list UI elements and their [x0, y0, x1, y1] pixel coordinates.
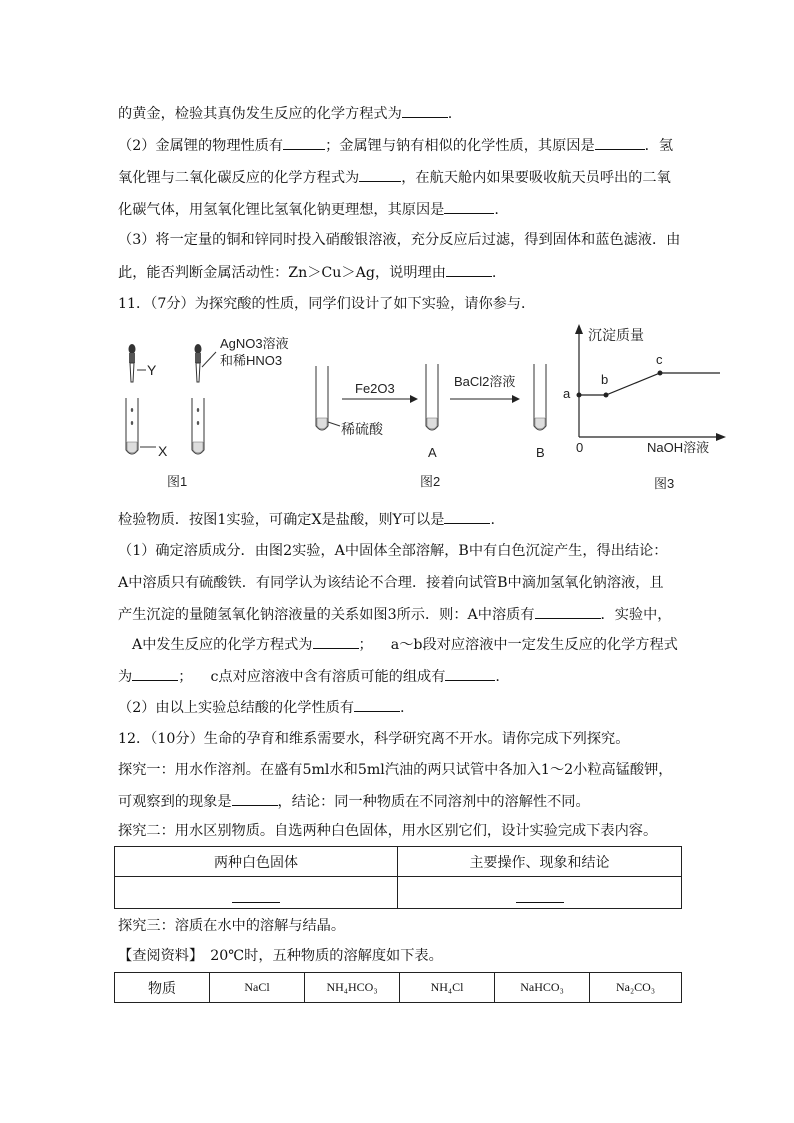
text-line-11: 产生沉淀的量随氢氧化钠溶液量的关系如图3所示．则：A中溶质有 ．实验中， — [118, 604, 671, 625]
test-tube-acid-icon — [316, 366, 328, 430]
answer-blank[interactable] — [132, 666, 178, 681]
text-line-6: 此，能否判断金属活动性：Zn＞Cu＞Ag，说明理由 . — [118, 262, 496, 283]
arrow2-label: BaCl2溶液 — [454, 374, 516, 389]
text-line-18: 探究二：用水区别物质。自选两种白色固体，用水区别它们，设计实验完成下表内容。 — [118, 823, 658, 839]
distinguish-solids-table — [114, 846, 682, 909]
text-line-9: （1）确定溶质成分．由图2实验，A中固体全部溶解，B中有白色沉淀产生，得出结论： — [118, 543, 668, 559]
label-y: Y — [147, 362, 157, 378]
label-x: X — [158, 443, 168, 459]
answer-blank[interactable] — [359, 167, 401, 182]
table-header: 物质 — [115, 973, 210, 1003]
point-b-label: b — [601, 372, 609, 387]
answer-blank[interactable] — [402, 103, 448, 118]
answer-blank[interactable] — [444, 199, 494, 214]
text-line-1: 的黄金，检验其真伪发生反应的化学方程式为 . — [118, 103, 452, 124]
text-line-20: 【查阅资料】 20℃时，五种物质的溶解度如下表。 — [118, 948, 443, 964]
text-line-10: A中溶质只有硫酸铁．有同学认为该结论不合理．接着向试管B中滴加氢氧化钠溶液，且 — [118, 575, 664, 591]
text-line-4: 化碳气体，用氢氧化锂比氢氧化钠更理想，其原因是 . — [118, 199, 499, 220]
figure-3-label: 图3 — [654, 476, 675, 491]
answer-blank[interactable] — [595, 135, 645, 150]
table-header: 两种白色固体 — [115, 847, 398, 877]
answer-blank[interactable] — [446, 262, 492, 277]
text-line-13: 为 ； c点对应溶液中含有溶质可能的组成有 . — [118, 666, 500, 687]
precipitate-graph — [563, 324, 726, 491]
text-line-8: 检验物质．按图1实验，可确定X是盐酸，则Y可以是 . — [118, 509, 495, 530]
substance-cell: NaCl — [210, 973, 305, 1003]
test-tube-2-icon — [192, 398, 204, 454]
experiment-figure — [112, 322, 732, 492]
answer-blank[interactable] — [283, 135, 325, 150]
question-12: 12．（10分）生命的孕育和维系需要水，科学研究离不开水。请你完成下列探究。 — [118, 731, 630, 747]
substance-cell: NH₄Cl — [400, 973, 495, 1003]
arrow-right-icon — [512, 395, 520, 403]
y-axis-arrow-icon — [575, 324, 583, 334]
point-a-label: a — [563, 386, 571, 401]
text-line-19: 探究三：溶质在水中的溶解与结晶。 — [118, 918, 346, 934]
text-line-17: 可观察到的现象是 ，结论：同一种物质在不同溶剂中的溶解性不同。 — [118, 791, 590, 812]
x-axis-arrow-icon — [716, 433, 726, 441]
reagent-label-1: AgNO3溶液 — [220, 336, 289, 351]
table-answer-cell[interactable] — [115, 877, 398, 909]
answer-blank[interactable] — [445, 666, 495, 681]
x-axis-label: NaOH溶液 — [647, 440, 710, 455]
dropper-agno3-icon — [195, 344, 202, 382]
solubility-table — [114, 972, 682, 1003]
text-line-2: （2）金属锂的物理性质有 ；金属锂与钠有相似的化学性质，其原因是 ．氢 — [118, 135, 673, 156]
tube-b-label: B — [536, 445, 545, 460]
dropper-y-icon — [129, 344, 136, 382]
text-line-16: 探究一：用水作溶剂。在盛有5ml水和5ml汽油的两只试管中各加入1～2小粒高锰酸钾， — [118, 762, 673, 778]
test-tube-b-icon — [534, 364, 546, 430]
answer-blank[interactable] — [535, 604, 601, 619]
arrow-right-icon — [410, 395, 418, 403]
y-axis-label: 沉淀质量 — [588, 327, 644, 343]
table-answer-cell[interactable] — [398, 877, 682, 909]
table-header: 主要操作、现象和结论 — [398, 847, 682, 877]
point-c-label: c — [656, 352, 663, 367]
answer-blank[interactable] — [354, 697, 400, 712]
arrow1-label: Fe2O3 — [355, 381, 395, 396]
answer-blank[interactable] — [444, 509, 490, 524]
answer-blank[interactable] — [313, 634, 359, 649]
test-tube-1-icon — [126, 398, 138, 454]
substance-cell: NaHCO₃ — [495, 973, 590, 1003]
text-line-12: A中发生反应的化学方程式为 ； a～b段对应溶液中一定发生反应的化学方程式 — [132, 634, 678, 655]
substance-cell: Na₂CO₃ — [590, 973, 682, 1003]
reagent-label-2: 和稀HNO3 — [220, 353, 283, 368]
question-11: 11．（7分）为探究酸的性质，同学们设计了如下实验，请你参与． — [118, 296, 536, 312]
text-line-14: （2）由以上实验总结酸的化学性质有 . — [118, 697, 405, 718]
figure-2-label: 图2 — [420, 474, 441, 489]
text-line-3: 氧化锂与二氧化碳反应的化学方程式为 ，在航天舱内如果要吸收航天员呼出的二氧 — [118, 167, 671, 188]
tube-a-label: A — [428, 445, 437, 460]
text-line-5: （3）将一定量的铜和锌同时投入硝酸银溶液，充分反应后过滤，得到固体和蓝色滤液．由 — [118, 232, 681, 248]
origin-label: 0 — [576, 440, 584, 455]
test-tube-a-icon — [426, 364, 438, 430]
answer-blank[interactable] — [232, 791, 278, 806]
acid-label: 稀硫酸 — [341, 421, 383, 437]
figure-1-label: 图1 — [167, 474, 188, 489]
substance-cell: NH₄HCO₃ — [305, 973, 400, 1003]
